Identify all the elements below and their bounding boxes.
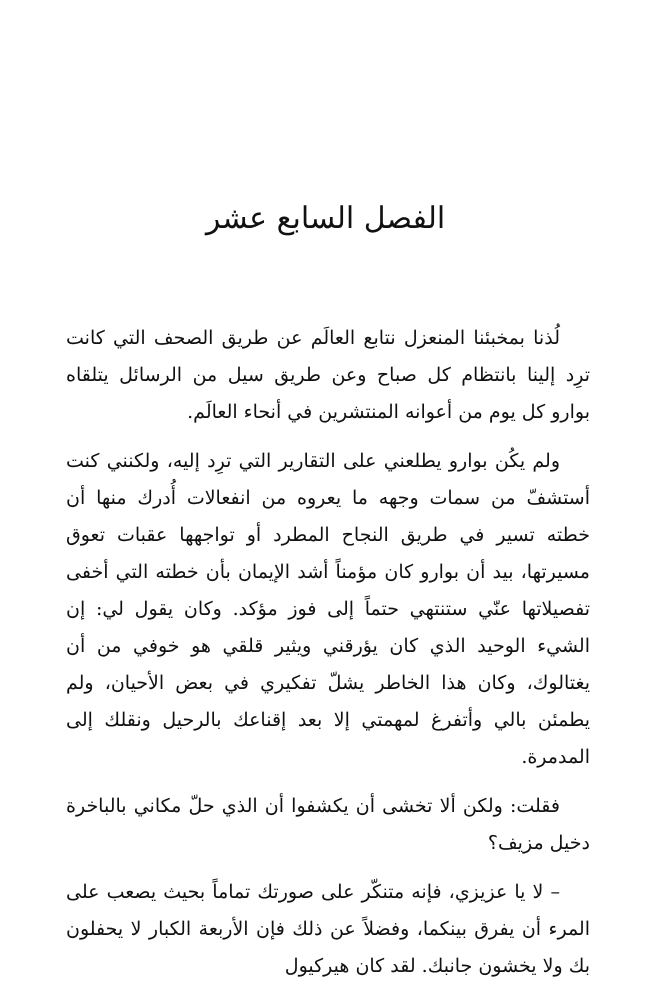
chapter-title: الفصل السابع عشر — [205, 201, 446, 236]
paragraph: – لا يا عزيزي، فإنه متنكّر على صورتك تماماً بحيث يصعب على المرء أن يفرق بينكما، وفضلاً عن ذلك فإن الأربعة الكبار لا يحفلون بك ولا يخشون جانبك. لقد كان هيركيول — [66, 881, 590, 977]
chapter-body — [66, 320, 590, 997]
paragraph: فقلت: ولكن ألا تخشى أن يكشفوا أن الذي حلّ مكاني بالباخرة دخيل مزيف؟ — [66, 795, 590, 854]
paragraph: لُذنا بمخبئنا المنعزل نتابع العالَم عن طريق الصحف التي كانت ترِد إلينا بانتظام كل صباح وعن طريق سيل من الرسائل يتلقاه بوارو كل يوم من أعوانه المنتشرين في أنحاء العالَم. — [66, 327, 590, 423]
paragraph: ولم يكُن بوارو يطلعني على التقارير التي ترِد إليه، ولكنني كنت أستشفّ من سمات وجهه ما يعروه من انفعالات أُدرك منها أن خطته تسير في طريق النجاح المطرد أو تواجهها عقبات تعوق مسيرتها، بيد أن بوارو كان مؤمناً أشد الإيمان بأن خطته التي أخفى تفصيلاتها عنّي ستنتهي حتماً إلى فوز مؤكد. وكان يقول لي: إن الشيء الوحيد الذي كان يؤرقني ويثير قلقي هو خوفي من أن يغتالوك، وكان هذا الخاطر يشلّ تفكيري في بعض الأحيان، ولم يطمئن بالي وأتفرغ لمهمتي إلا بعد إقناعك بالرحيل ونقلك إلى المدمرة. — [66, 450, 590, 768]
